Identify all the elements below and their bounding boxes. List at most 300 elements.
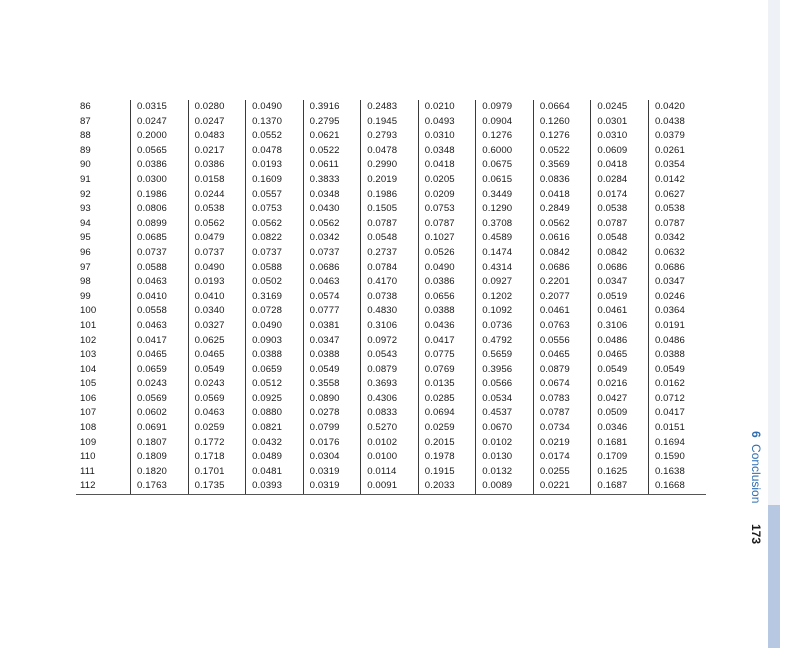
value-cell: 0.0753 — [418, 202, 476, 217]
value-cell: 0.1986 — [131, 188, 189, 203]
value-cell: 0.0284 — [591, 173, 649, 188]
value-cell: 0.4170 — [361, 275, 419, 290]
value-cell: 0.0280 — [188, 100, 246, 115]
probability-table — [76, 100, 706, 495]
value-cell: 0.0549 — [303, 363, 361, 378]
value-cell: 0.0219 — [533, 436, 591, 451]
value-cell: 0.0255 — [533, 465, 591, 480]
value-cell: 0.0205 — [418, 173, 476, 188]
value-cell: 0.0799 — [303, 421, 361, 436]
value-cell: 0.0315 — [131, 100, 189, 115]
value-cell: 0.0925 — [246, 392, 304, 407]
value-cell: 0.3916 — [303, 100, 361, 115]
value-cell: 0.2795 — [303, 115, 361, 130]
value-cell: 0.0616 — [533, 231, 591, 246]
value-cell: 0.0300 — [131, 173, 189, 188]
value-cell: 0.0388 — [303, 348, 361, 363]
value-cell: 0.1709 — [591, 450, 649, 465]
table-row — [76, 363, 706, 378]
row-index-cell: 106 — [80, 392, 97, 404]
value-cell: 0.1260 — [533, 115, 591, 130]
row-index-cell: 107 — [80, 407, 97, 419]
row-index-cell: 100 — [80, 305, 97, 317]
value-cell: 0.0246 — [648, 290, 706, 305]
value-cell: 0.0821 — [246, 421, 304, 436]
value-cell: 0.0562 — [303, 217, 361, 232]
value-cell: 0.0243 — [188, 377, 246, 392]
value-cell: 0.1772 — [188, 436, 246, 451]
value-cell: 0.0615 — [476, 173, 534, 188]
value-cell: 0.2483 — [361, 100, 419, 115]
value-cell: 0.1590 — [648, 450, 706, 465]
value-cell: 0.0342 — [303, 231, 361, 246]
value-cell: 0.0346 — [591, 421, 649, 436]
value-cell: 0.4306 — [361, 392, 419, 407]
value-cell: 0.0132 — [476, 465, 534, 480]
value-cell: 0.0753 — [246, 202, 304, 217]
page-number: 173 — [749, 524, 763, 545]
value-cell: 0.0478 — [246, 144, 304, 159]
row-index-cell: 88 — [80, 130, 91, 142]
value-cell: 0.0388 — [648, 348, 706, 363]
value-cell: 0.0538 — [188, 202, 246, 217]
value-cell: 0.0102 — [476, 436, 534, 451]
value-cell: 0.0463 — [303, 275, 361, 290]
row-index-cell: 112 — [76, 479, 131, 494]
value-cell: 0.0783 — [533, 392, 591, 407]
value-cell: 0.0247 — [131, 115, 189, 130]
value-cell: 0.2201 — [533, 275, 591, 290]
value-cell: 0.0552 — [246, 129, 304, 144]
value-cell: 0.0686 — [591, 261, 649, 276]
value-cell: 0.0490 — [246, 100, 304, 115]
value-cell: 0.0463 — [188, 406, 246, 421]
value-cell: 0.0490 — [418, 261, 476, 276]
value-cell: 0.1276 — [533, 129, 591, 144]
value-cell: 0.0247 — [188, 115, 246, 130]
value-cell: 0.2737 — [361, 246, 419, 261]
row-index-cell: 111 — [80, 465, 95, 477]
value-cell: 0.0486 — [648, 334, 706, 349]
value-cell: 0.0278 — [303, 406, 361, 421]
value-cell: 0.0100 — [361, 450, 419, 465]
value-cell: 0.0347 — [591, 275, 649, 290]
value-cell: 0.0347 — [648, 275, 706, 290]
value-cell: 0.1807 — [131, 436, 189, 451]
value-cell: 0.0130 — [476, 450, 534, 465]
table-row — [76, 319, 706, 334]
table-row — [76, 406, 706, 421]
value-cell: 0.0244 — [188, 188, 246, 203]
value-cell: 0.0216 — [591, 377, 649, 392]
value-cell: 0.0463 — [131, 319, 189, 334]
table-row — [76, 275, 706, 290]
value-cell: 0.0548 — [361, 231, 419, 246]
value-cell: 0.3708 — [476, 217, 534, 232]
value-cell: 0.5270 — [361, 421, 419, 436]
value-cell: 0.0388 — [246, 348, 304, 363]
value-cell: 0.0558 — [131, 304, 189, 319]
value-cell: 0.0880 — [246, 406, 304, 421]
value-cell: 0.0193 — [188, 275, 246, 290]
value-cell: 0.0162 — [648, 377, 706, 392]
value-cell: 0.1735 — [188, 479, 246, 494]
value-cell: 0.1027 — [418, 231, 476, 246]
value-cell: 0.0418 — [591, 158, 649, 173]
value-cell: 0.0381 — [303, 319, 361, 334]
table-row — [76, 115, 706, 130]
value-cell: 0.0342 — [648, 231, 706, 246]
value-cell: 0.0522 — [533, 144, 591, 159]
table-body — [76, 100, 706, 495]
value-cell: 0.3833 — [303, 173, 361, 188]
value-cell: 0.0465 — [533, 348, 591, 363]
value-cell: 0.0842 — [591, 246, 649, 261]
value-cell: 0.0611 — [303, 158, 361, 173]
value-cell: 0.1668 — [648, 479, 706, 494]
value-cell: 0.0784 — [361, 261, 419, 276]
value-cell: 0.0432 — [246, 436, 304, 451]
value-cell: 0.0490 — [188, 261, 246, 276]
value-cell: 0.0842 — [533, 246, 591, 261]
value-cell: 0.0670 — [476, 421, 534, 436]
value-cell: 0.2793 — [361, 129, 419, 144]
value-cell: 0.0565 — [131, 144, 189, 159]
value-cell: 0.0556 — [533, 334, 591, 349]
value-cell: 0.0787 — [361, 217, 419, 232]
value-cell: 0.0502 — [246, 275, 304, 290]
value-cell: 0.0632 — [648, 246, 706, 261]
row-index-cell: 104 — [80, 363, 97, 375]
row-index-cell: 103 — [80, 349, 97, 361]
value-cell: 0.0806 — [131, 202, 189, 217]
value-cell: 0.0465 — [131, 348, 189, 363]
value-cell: 0.0438 — [648, 115, 706, 130]
value-cell: 0.0327 — [188, 319, 246, 334]
row-index-cell: 90 — [80, 159, 91, 171]
value-cell: 0.0193 — [246, 158, 304, 173]
row-index-cell: 102 — [80, 334, 97, 346]
value-cell: 0.0927 — [476, 275, 534, 290]
value-cell: 0.1694 — [648, 436, 706, 451]
value-cell: 0.0609 — [591, 144, 649, 159]
value-cell: 0.0174 — [591, 188, 649, 203]
value-cell: 0.0787 — [591, 217, 649, 232]
value-cell: 0.1638 — [648, 465, 706, 480]
table-row — [76, 231, 706, 246]
value-cell: 0.1820 — [131, 465, 189, 480]
value-cell: 0.1687 — [591, 479, 649, 494]
value-cell: 0.0430 — [303, 202, 361, 217]
value-cell: 0.0686 — [533, 261, 591, 276]
table-row — [76, 290, 706, 305]
value-cell: 0.4314 — [476, 261, 534, 276]
row-index-cell: 110 — [80, 451, 96, 463]
value-cell: 0.0191 — [648, 319, 706, 334]
value-cell: 0.0543 — [361, 348, 419, 363]
table-row — [76, 304, 706, 319]
value-cell: 0.3106 — [361, 319, 419, 334]
value-cell: 0.0209 — [418, 188, 476, 203]
value-cell: 0.0243 — [131, 377, 189, 392]
value-cell: 0.0301 — [591, 115, 649, 130]
value-cell: 0.0738 — [361, 290, 419, 305]
table-row — [76, 392, 706, 407]
value-cell: 0.0393 — [246, 479, 304, 494]
value-cell: 0.0102 — [361, 436, 419, 451]
value-cell: 0.3169 — [246, 290, 304, 305]
value-cell: 0.2077 — [533, 290, 591, 305]
value-cell: 0.1978 — [418, 450, 476, 465]
value-cell: 0.0418 — [533, 188, 591, 203]
value-cell: 0.0417 — [418, 334, 476, 349]
row-index-cell: 91 — [80, 173, 91, 185]
value-cell: 0.0664 — [533, 100, 591, 115]
value-cell: 0.2019 — [361, 173, 419, 188]
probability-table-container — [76, 100, 706, 495]
value-cell: 0.0461 — [591, 304, 649, 319]
value-cell: 0.5659 — [476, 348, 534, 363]
value-cell: 0.3106 — [591, 319, 649, 334]
value-cell: 0.0621 — [303, 129, 361, 144]
value-cell: 0.0490 — [246, 319, 304, 334]
value-cell: 0.0566 — [476, 377, 534, 392]
value-cell: 0.1290 — [476, 202, 534, 217]
value-cell: 0.0777 — [303, 304, 361, 319]
value-cell: 0.3693 — [361, 377, 419, 392]
table-row — [76, 465, 706, 480]
value-cell: 0.4792 — [476, 334, 534, 349]
value-cell: 0.0562 — [246, 217, 304, 232]
value-cell: 0.0420 — [648, 100, 706, 115]
value-cell: 0.0686 — [303, 261, 361, 276]
row-index-cell: 92 — [80, 188, 91, 200]
value-cell: 0.0386 — [131, 158, 189, 173]
value-cell: 0.3449 — [476, 188, 534, 203]
value-cell: 0.0261 — [648, 144, 706, 159]
value-cell: 0.0386 — [418, 275, 476, 290]
value-cell: 0.0899 — [131, 217, 189, 232]
value-cell: 0.0712 — [648, 392, 706, 407]
table-row — [76, 202, 706, 217]
value-cell: 0.0478 — [361, 144, 419, 159]
row-index-cell: 89 — [80, 144, 91, 156]
value-cell: 0.0427 — [591, 392, 649, 407]
value-cell: 0.0310 — [591, 129, 649, 144]
value-cell: 0.0694 — [418, 406, 476, 421]
value-cell: 0.0465 — [591, 348, 649, 363]
table-row — [76, 479, 706, 494]
chapter-number: 6 — [749, 431, 763, 438]
value-cell: 0.0549 — [188, 363, 246, 378]
value-cell: 0.0340 — [188, 304, 246, 319]
value-cell: 0.0904 — [476, 115, 534, 130]
value-cell: 0.0386 — [188, 158, 246, 173]
value-cell: 0.0348 — [418, 144, 476, 159]
value-cell: 0.0879 — [361, 363, 419, 378]
chapter-title: Conclusion — [749, 444, 763, 504]
value-cell: 0.0562 — [188, 217, 246, 232]
value-cell: 0.0879 — [533, 363, 591, 378]
row-index-cell: 108 — [80, 422, 97, 434]
value-cell: 0.0557 — [246, 188, 304, 203]
value-cell: 0.0210 — [418, 100, 476, 115]
value-cell: 0.2015 — [418, 436, 476, 451]
value-cell: 0.0410 — [188, 290, 246, 305]
value-cell: 0.0979 — [476, 100, 534, 115]
value-cell: 0.0285 — [418, 392, 476, 407]
value-cell: 0.1763 — [131, 479, 189, 494]
value-cell: 0.0483 — [188, 129, 246, 144]
row-index-cell: 95 — [80, 232, 91, 244]
value-cell: 0.2990 — [361, 158, 419, 173]
value-cell: 0.0348 — [303, 188, 361, 203]
value-cell: 0.0135 — [418, 377, 476, 392]
value-cell: 0.1681 — [591, 436, 649, 451]
row-index-cell: 105 — [80, 378, 97, 390]
value-cell: 0.0548 — [591, 231, 649, 246]
value-cell: 0.4589 — [476, 231, 534, 246]
table-row — [76, 348, 706, 363]
value-cell: 0.0538 — [648, 202, 706, 217]
value-cell: 0.0686 — [648, 261, 706, 276]
value-cell: 0.1945 — [361, 115, 419, 130]
table-row — [76, 246, 706, 261]
value-cell: 0.0158 — [188, 173, 246, 188]
value-cell: 0.0418 — [418, 158, 476, 173]
value-cell: 0.0493 — [418, 115, 476, 130]
value-cell: 0.1809 — [131, 450, 189, 465]
value-cell: 0.0656 — [418, 290, 476, 305]
value-cell: 0.0737 — [131, 246, 189, 261]
value-cell: 0.0486 — [591, 334, 649, 349]
value-cell: 0.0574 — [303, 290, 361, 305]
table-row — [76, 158, 706, 173]
value-cell: 0.0538 — [591, 202, 649, 217]
value-cell: 0.0588 — [131, 261, 189, 276]
value-cell: 0.0114 — [361, 465, 419, 480]
table-row — [76, 436, 706, 451]
value-cell: 0.1505 — [361, 202, 419, 217]
row-index-cell: 86 — [80, 101, 91, 112]
row-index-cell: 99 — [80, 290, 91, 302]
table-row — [76, 188, 706, 203]
value-cell: 0.0489 — [246, 450, 304, 465]
value-cell: 0.3956 — [476, 363, 534, 378]
table-row — [76, 334, 706, 349]
value-cell: 0.0174 — [533, 450, 591, 465]
value-cell: 0.0461 — [533, 304, 591, 319]
value-cell: 0.4537 — [476, 406, 534, 421]
value-cell: 0.1370 — [246, 115, 304, 130]
value-cell: 0.0509 — [591, 406, 649, 421]
value-cell: 0.0417 — [131, 334, 189, 349]
value-cell: 0.0465 — [188, 348, 246, 363]
value-cell: 0.0787 — [648, 217, 706, 232]
value-cell: 0.0463 — [131, 275, 189, 290]
value-cell: 0.1202 — [476, 290, 534, 305]
value-cell: 0.0522 — [303, 144, 361, 159]
value-cell: 0.0736 — [476, 319, 534, 334]
table-row — [76, 100, 706, 115]
value-cell: 0.0569 — [131, 392, 189, 407]
value-cell: 0.0763 — [533, 319, 591, 334]
value-cell: 0.0549 — [591, 363, 649, 378]
value-cell: 0.0588 — [246, 261, 304, 276]
value-cell: 0.0151 — [648, 421, 706, 436]
value-cell: 0.0091 — [361, 479, 419, 494]
row-index-cell: 97 — [80, 261, 91, 273]
value-cell: 0.0142 — [648, 173, 706, 188]
value-cell: 0.0410 — [131, 290, 189, 305]
value-cell: 0.0512 — [246, 377, 304, 392]
value-cell: 0.2033 — [418, 479, 476, 494]
value-cell: 0.0479 — [188, 231, 246, 246]
value-cell: 0.0519 — [591, 290, 649, 305]
value-cell: 0.0836 — [533, 173, 591, 188]
value-cell: 0.0304 — [303, 450, 361, 465]
value-cell: 0.0822 — [246, 231, 304, 246]
table-row — [76, 217, 706, 232]
table-row — [76, 421, 706, 436]
row-index-cell: 96 — [80, 246, 91, 258]
value-cell: 0.0728 — [246, 304, 304, 319]
value-cell: 0.0354 — [648, 158, 706, 173]
value-cell: 0.1986 — [361, 188, 419, 203]
value-cell: 0.0526 — [418, 246, 476, 261]
value-cell: 0.0737 — [303, 246, 361, 261]
value-cell: 0.3569 — [533, 158, 591, 173]
value-cell: 0.3558 — [303, 377, 361, 392]
row-index-cell: 94 — [80, 217, 91, 229]
value-cell: 0.0319 — [303, 479, 361, 494]
value-cell: 0.0675 — [476, 158, 534, 173]
value-cell: 0.0627 — [648, 188, 706, 203]
value-cell: 0.0737 — [188, 246, 246, 261]
row-index-cell: 93 — [80, 203, 91, 215]
value-cell: 0.0089 — [476, 479, 534, 494]
value-cell: 0.0602 — [131, 406, 189, 421]
value-cell: 0.0625 — [188, 334, 246, 349]
value-cell: 0.0737 — [246, 246, 304, 261]
value-cell: 0.1609 — [246, 173, 304, 188]
page-edge-accent — [768, 505, 780, 648]
value-cell: 0.1276 — [476, 129, 534, 144]
value-cell: 0.1092 — [476, 304, 534, 319]
value-cell: 0.0972 — [361, 334, 419, 349]
value-cell: 0.0481 — [246, 465, 304, 480]
value-cell: 0.0890 — [303, 392, 361, 407]
value-cell: 0.0245 — [591, 100, 649, 115]
value-cell: 0.6000 — [476, 144, 534, 159]
value-cell: 0.0319 — [303, 465, 361, 480]
row-index-cell: 101 — [80, 319, 97, 331]
value-cell: 0.1718 — [188, 450, 246, 465]
table-row — [76, 377, 706, 392]
table-row — [76, 450, 706, 465]
value-cell: 0.0176 — [303, 436, 361, 451]
value-cell: 0.0347 — [303, 334, 361, 349]
value-cell: 0.2849 — [533, 202, 591, 217]
value-cell: 0.0674 — [533, 377, 591, 392]
value-cell: 0.0417 — [648, 406, 706, 421]
value-cell: 0.1474 — [476, 246, 534, 261]
value-cell: 0.0364 — [648, 304, 706, 319]
value-cell: 0.4830 — [361, 304, 419, 319]
value-cell: 0.0562 — [533, 217, 591, 232]
value-cell: 0.0787 — [533, 406, 591, 421]
value-cell: 0.0436 — [418, 319, 476, 334]
